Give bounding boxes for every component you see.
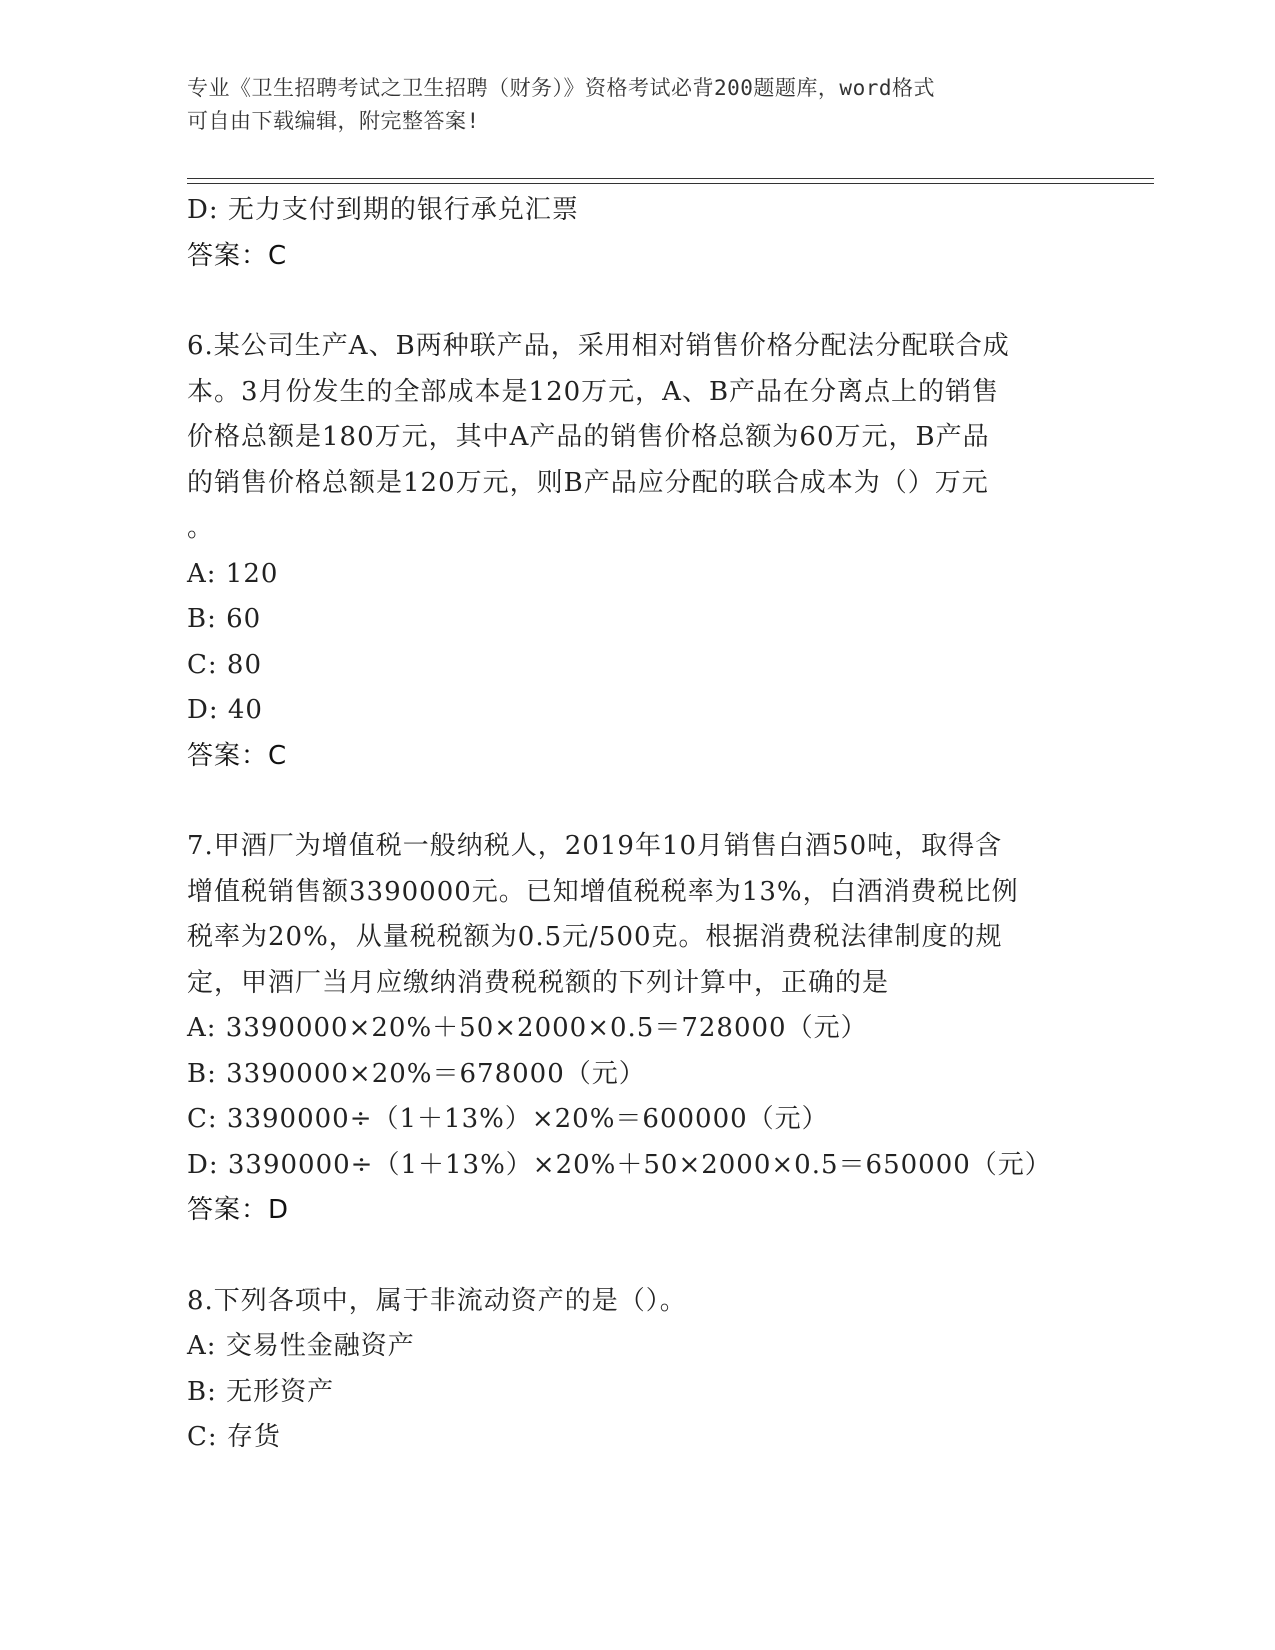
question-stem-line: 税率为20%，从量税税额为0.5元/500克。根据消费税法律制度的规 [187, 922, 1003, 952]
question-stem-line: 定，甲酒厂当月应缴纳消费税税额的下列计算中，正确的是 [187, 967, 890, 998]
spacer [187, 779, 1087, 824]
question-stem-line: 7.甲酒厂为增值税一般纳税人，2019年10月销售白酒50吨，取得含 [187, 831, 1003, 861]
answer-line: 答案：C [187, 740, 288, 771]
option-b: B: 60 [187, 604, 262, 634]
option-d: D: 无力支付到期的银行承兑汇票 [187, 195, 579, 225]
option-b: B: 3390000×20%＝678000（元） [187, 1058, 646, 1089]
document-header [187, 72, 1067, 138]
question-stem-line: 的销售价格总额是120万元，则B产品应分配的联合成本为（）万元 [187, 467, 989, 498]
question-stem-line: 价格总额是180万元，其中A产品的销售价格总额为60万元，B产品 [187, 422, 990, 452]
question-6 [187, 324, 1087, 779]
question-list [187, 188, 1087, 1461]
spacer [187, 279, 1087, 324]
option-c: C: 3390000÷（1＋13%）×20%＝600000（元） [187, 1104, 829, 1134]
answer-line: 答案：C [187, 240, 288, 271]
option-c: C: 80 [187, 649, 263, 680]
question-8 [187, 1279, 1087, 1461]
question-stem-line: 6.某公司生产A、B两种联产品，采用相对销售价格分配法分配联合成 [187, 331, 1010, 361]
header-divider-bottom [187, 183, 1154, 184]
spacer [187, 1234, 1087, 1279]
question-stem-line: 本。3月份发生的全部成本是120万元，A、B产品在分离点上的销售 [187, 376, 1000, 407]
option-a: A: 3390000×20%＋50×2000×0.5＝728000（元） [187, 1013, 868, 1043]
question-stem-line: 。 [187, 513, 215, 543]
option-d: D: 3390000÷（1＋13%）×20%＋50×2000×0.5＝650000（元） [187, 1149, 1052, 1180]
option-a: A: 交易性金融资产 [187, 1331, 415, 1361]
header-title-line-2: 可自由下载编辑，附完整答案! [187, 109, 480, 133]
header-divider-top [187, 178, 1154, 179]
question-stem-line: 增值税销售额3390000元。已知增值税税率为13%，白酒消费税比例 [187, 876, 1019, 907]
question-stem-line: 8.下列各项中，属于非流动资产的是（）。 [187, 1285, 687, 1316]
option-c: C: 存货 [187, 1422, 281, 1452]
answer-line: 答案：D [187, 1195, 290, 1225]
question-7 [187, 824, 1087, 1234]
option-d: D: 40 [187, 695, 263, 725]
option-a: A: 120 [187, 558, 279, 589]
header-title-line-1: 专业《卫生招聘考试之卫生招聘（财务）》资格考试必背200题题库，word格式 [187, 76, 935, 100]
option-b: B: 无形资产 [187, 1376, 335, 1407]
